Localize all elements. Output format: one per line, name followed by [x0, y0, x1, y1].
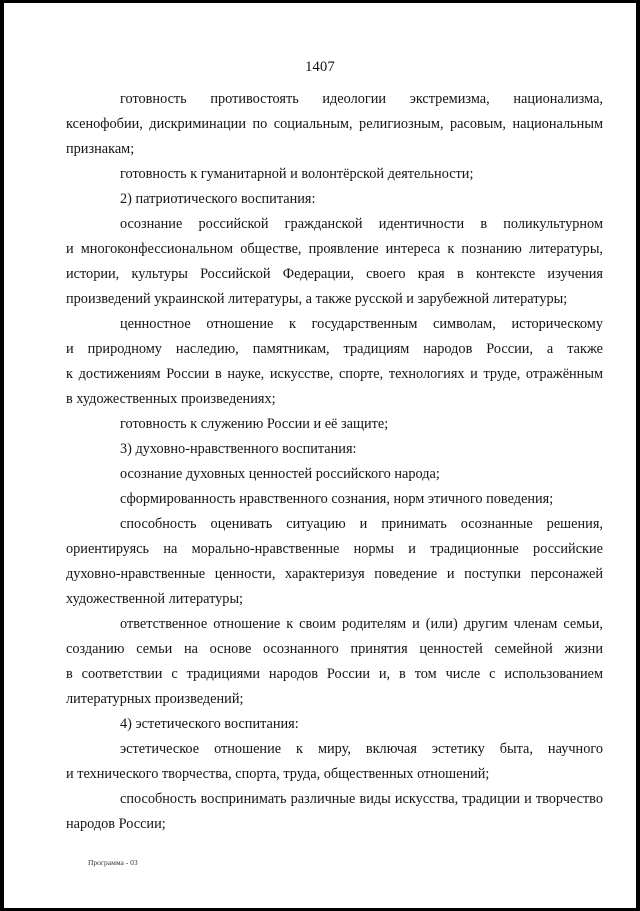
text-line: готовность к служению России и её защите;: [120, 416, 389, 432]
text-line: 3) духовно-нравственного воспитания:: [120, 441, 357, 457]
text-line: сформированность нравственного сознания, норм этичного поведения;: [120, 491, 554, 507]
text-line: и многоконфессиональном обществе, проявление интереса к познанию литературы,: [66, 241, 603, 257]
text-line: осознание духовных ценностей российского народа;: [120, 466, 440, 482]
text-line: 2) патриотического воспитания:: [120, 191, 316, 207]
text-line: духовно-нравственные ценности, характеризуя поведение и поступки персонажей: [66, 566, 603, 582]
text-line: ксенофобии, дискриминации по социальным, религиозным, расовым, национальным: [66, 116, 603, 132]
page-number: 1407: [305, 59, 335, 75]
text-line: созданию семьи на основе осознанного принятия ценностей семейной жизни: [66, 641, 603, 657]
text-line: ориентируясь на морально-нравственные нормы и традиционные российские: [66, 541, 603, 557]
document-page: [4, 3, 636, 908]
text-line: и природному наследию, памятникам, традициям народов России, а также: [66, 341, 603, 357]
text-line: готовность к гуманитарной и волонтёрской деятельности;: [120, 166, 474, 182]
text-line: 4) эстетического воспитания:: [120, 716, 299, 732]
text-line: истории, культуры Российской Федерации, своего края в контексте изучения: [66, 266, 603, 282]
text-line: народов России;: [66, 816, 166, 832]
text-line: к достижениям России в науке, искусстве, спорте, технологиях и труде, отражённым: [66, 366, 603, 382]
text-line: способность оценивать ситуацию и принимать осознанные решения,: [120, 516, 603, 532]
text-line: признакам;: [66, 141, 135, 157]
text-line: литературных произведений;: [66, 691, 244, 707]
page-footer: Программа - 03: [88, 858, 138, 867]
text-line: способность воспринимать различные виды искусства, традиции и творчество: [120, 791, 603, 807]
text-line: осознание российской гражданской идентичности в поликультурном: [120, 216, 603, 232]
text-line: в соответствии с традициями народов России и, в том числе с использованием: [66, 666, 603, 682]
text-line: художественной литературы;: [66, 591, 244, 607]
text-line: эстетическое отношение к миру, включая эстетику быта, научного: [120, 741, 603, 757]
text-line: ответственное отношение к своим родителям и (или) другим членам семьи,: [120, 616, 603, 632]
text-line: произведений украинской литературы, а также русской и зарубежной литературы;: [66, 291, 568, 307]
text-line: и технического творчества, спорта, труда, общественных отношений;: [66, 766, 490, 782]
text-line: готовность противостоять идеологии экстремизма, национализма,: [120, 91, 603, 107]
text-line: в художественных произведениях;: [66, 391, 276, 407]
text-line: ценностное отношение к государственным символам, историческому: [120, 316, 603, 332]
